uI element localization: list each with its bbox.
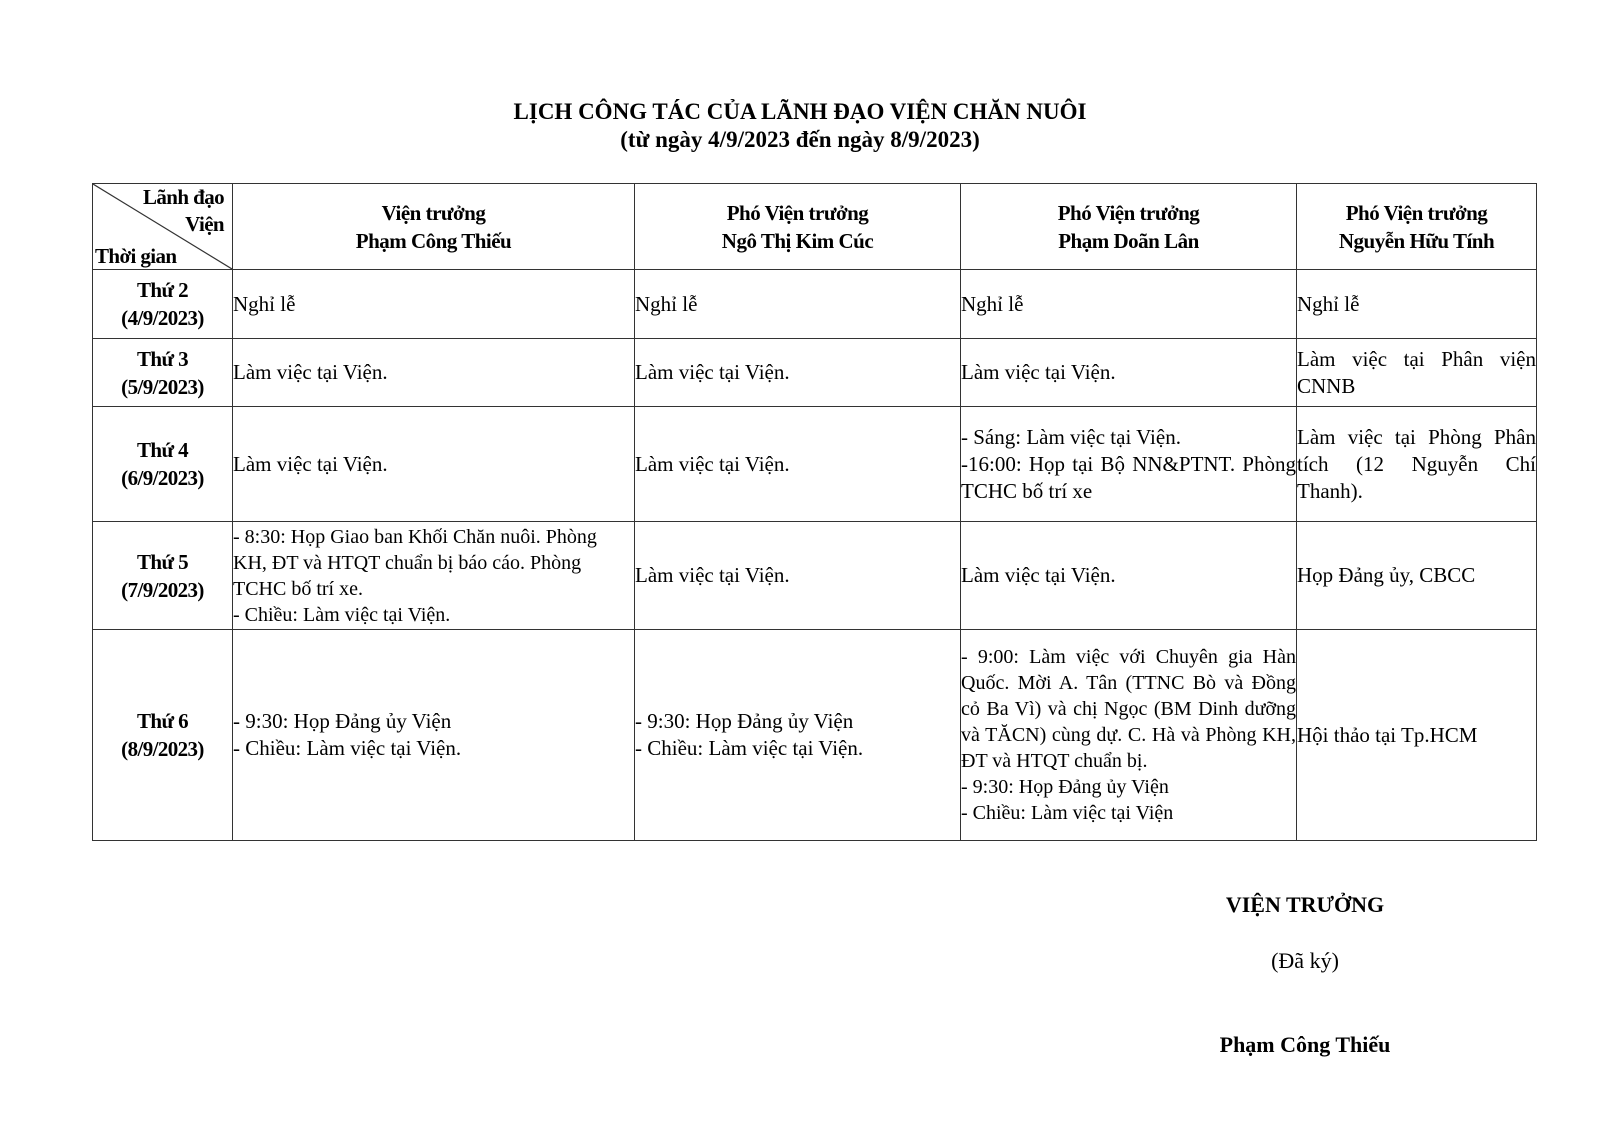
schedule-cell [961,522,1297,630]
column-header-pho-vien-truong-1 [635,184,961,270]
day-cell [93,522,233,630]
day-cell [93,630,233,841]
schedule-cell [635,630,961,841]
signature-status: (Đã ký) [1271,948,1339,973]
day-cell [93,270,233,339]
schedule-entry: Làm việc tại Phòng Phân tích (12 Nguyễn Chí Thanh). [1297,424,1536,503]
schedule-cell [635,407,961,522]
schedule-entry: Nghỉ lễ [1297,291,1360,316]
table-row [93,522,1537,630]
title-line-2: (từ ngày 4/9/2023 đến ngày 8/9/2023) [620,127,980,152]
column-person-name: Ngô Thị Kim Cúc [721,228,874,253]
schedule-entry: Làm việc tại Viện. [233,360,388,384]
column-person-name: Phạm Công Thiếu [355,228,512,253]
schedule-cell [635,270,961,339]
schedule-cell [635,339,961,407]
column-role: Viện trưởng [381,200,486,225]
day-date: (8/9/2023) [121,737,204,761]
schedule-entry: -16:00: Họp tại Bộ NN&PTNT. Phòng TCHC bố trí xe [961,451,1296,503]
schedule-cell [233,407,635,522]
day-date: (4/9/2023) [121,306,204,330]
signature-title: VIỆN TRƯỞNG [1225,892,1385,917]
day-name: Thứ 3 [136,346,189,371]
schedule-cell [635,522,961,630]
schedule-cell [1297,522,1537,630]
table-row [93,630,1537,841]
column-role: Phó Viện trưởng [1345,200,1488,225]
schedule-cell [961,339,1297,407]
schedule-entry: - 9:00: Làm việc với Chuyên gia Hàn Quốc. Mời A. Tân (TTNC Bò và Đồng cỏ Ba Vì) và chị Ngọc (BM Dinh dưỡng và TĂCN) cùng dự. C. Hà và Phòng KH, ĐT và HTQT chuẩn bị. [961,646,1296,772]
schedule-entry: - Sáng: Làm việc tại Viện. [961,424,1181,449]
signature-name: Phạm Công Thiếu [1219,1032,1391,1057]
column-header-pho-vien-truong-3 [1297,184,1537,270]
schedule-entry: Làm việc tại Viện. [635,563,790,587]
schedule-entry: Họp Đảng ủy, CBCC [1297,563,1476,587]
column-role: Phó Viện trưởng [726,200,869,225]
schedule-entry: - Chiều: Làm việc tại Viện. [233,736,462,760]
document-title [0,98,1600,154]
header-row [93,184,1537,270]
schedule-cell [233,522,635,630]
schedule-cell [1297,339,1537,407]
corner-header-cell [93,184,233,270]
schedule-entry: - 8:30: Họp Giao ban Khối Chăn nuôi. Phòng KH, ĐT và HTQT chuẩn bị báo cáo. Phòng TCHC bố trí xe. [233,525,597,600]
schedule-cell [961,630,1297,841]
day-date: (5/9/2023) [121,374,204,399]
schedule-entry: Làm việc tại Viện. [635,451,790,476]
schedule-entry: Làm việc tại Viện. [961,563,1116,587]
schedule-entry: - Chiều: Làm việc tại Viện. [635,736,864,760]
schedule-entry: Làm việc tại Viện. [233,451,388,476]
schedule-entry: Làm việc tại Viện. [635,360,790,384]
schedule-entry: - Chiều: Làm việc tại Viện [961,802,1174,824]
day-name: Thứ 2 [136,278,189,302]
schedule-entry: Nghỉ lễ [233,291,296,316]
schedule-cell [1297,630,1537,841]
column-person-name: Phạm Doãn Lân [1058,228,1199,253]
column-role: Phó Viện trưởng [1057,200,1200,225]
schedule-entry: - 9:30: Họp Đảng ủy Viện [635,709,854,733]
schedule-entry: Nghỉ lễ [635,291,698,316]
schedule-cell [961,270,1297,339]
schedule-entry: Hội thảo tại Tp.HCM [1297,722,1478,747]
schedule-entry: Làm việc tại Phân viện CNNB [1297,346,1536,398]
schedule-cell [1297,270,1537,339]
day-name: Thứ 5 [136,549,189,574]
column-person-name: Nguyễn Hữu Tính [1338,228,1495,253]
schedule-cell [233,339,635,407]
column-header-pho-vien-truong-2 [961,184,1297,270]
schedule-cell [961,407,1297,522]
table-row [93,270,1537,339]
schedule-entry: - 9:30: Họp Đảng ủy Viện [961,776,1169,798]
day-cell [93,339,233,407]
corner-leader-label: Lãnh đạo Viện [143,185,224,236]
table-row [93,339,1537,407]
day-name: Thứ 4 [136,438,189,462]
day-date: (6/9/2023) [121,466,204,490]
schedule-cell [233,630,635,841]
schedule-entry: - 9:30: Họp Đảng ủy Viện [233,709,452,733]
corner-time-label: Thời gian [95,244,177,268]
schedule-table [92,183,1537,841]
day-cell [93,407,233,522]
day-date: (7/9/2023) [121,577,204,602]
day-name: Thứ 6 [136,709,189,733]
table-row [93,407,1537,522]
schedule-entry: Làm việc tại Viện. [961,360,1116,384]
title-line-1: LỊCH CÔNG TÁC CỦA LÃNH ĐẠO VIỆN CHĂN NUÔI [513,99,1087,124]
schedule-entry: Nghỉ lễ [961,291,1024,316]
schedule-entry: - Chiều: Làm việc tại Viện. [233,603,451,626]
schedule-cell [233,270,635,339]
schedule-cell [1297,407,1537,522]
column-header-vien-truong [233,184,635,270]
